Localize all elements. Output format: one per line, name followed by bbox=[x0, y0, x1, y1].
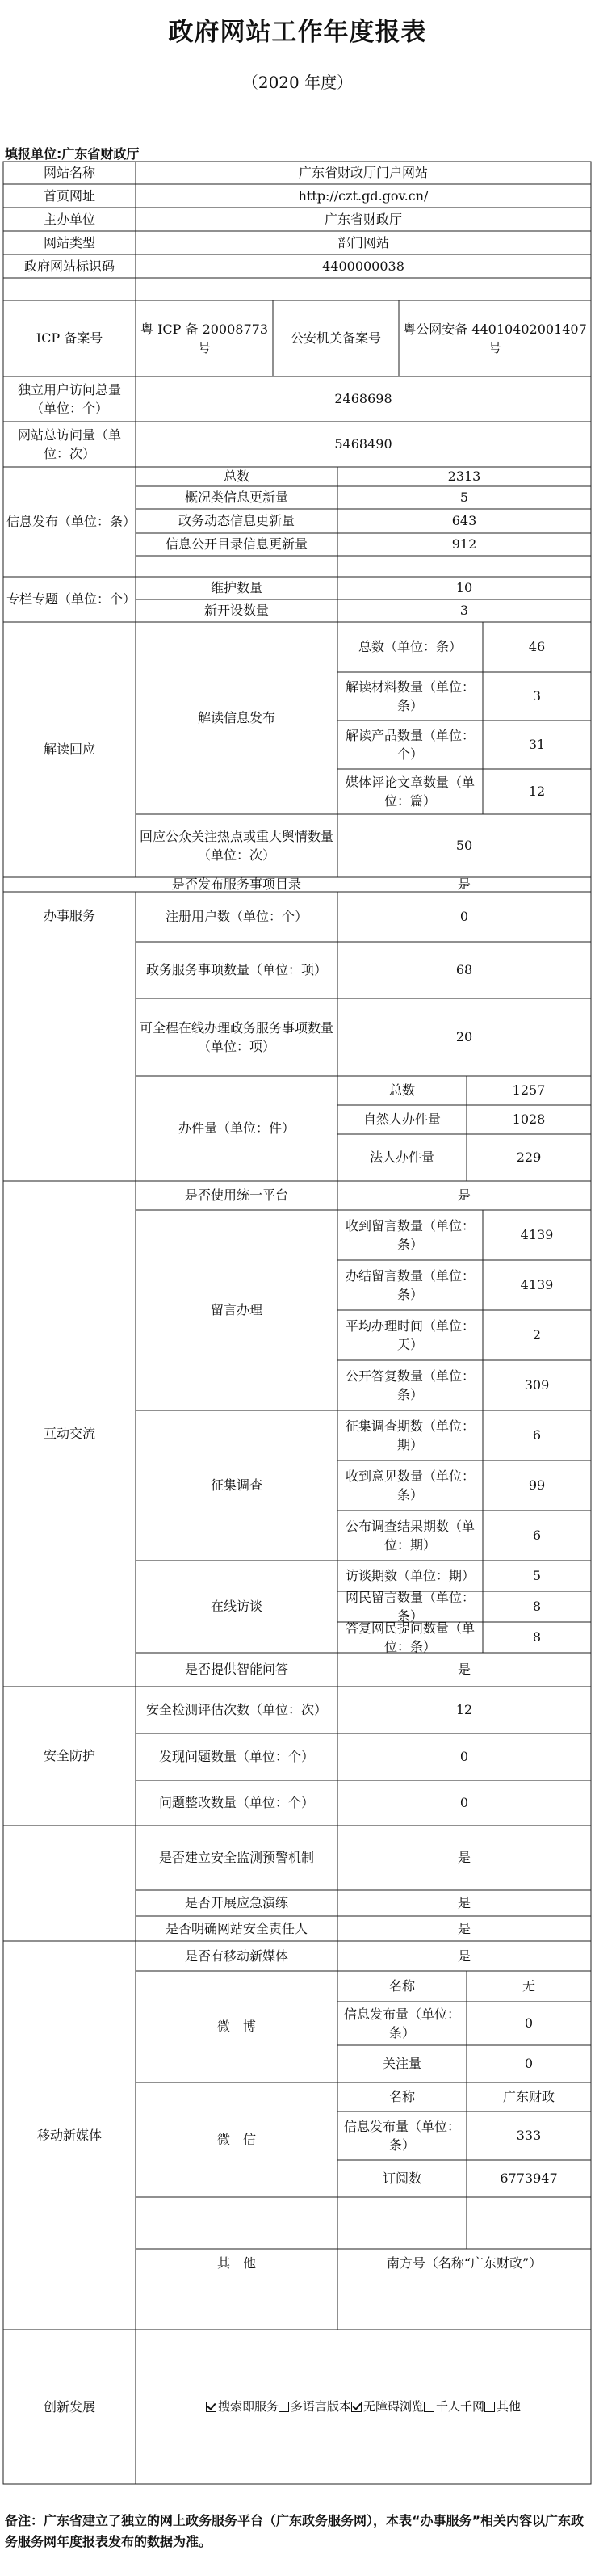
unified-label: 是否使用统一平台 bbox=[184, 1187, 288, 1204]
other-media-label: 其 他 bbox=[216, 2255, 256, 2271]
visits-value: 5468490 bbox=[334, 436, 392, 452]
visits-label: 网站总访问量（单位：次） bbox=[17, 427, 121, 461]
netmsg-value: 8 bbox=[532, 1599, 542, 1615]
media-value: 12 bbox=[528, 784, 546, 800]
wechat-pub-value: 333 bbox=[516, 2128, 542, 2144]
answer-value: 8 bbox=[532, 1629, 542, 1645]
info-total-label: 总数 bbox=[223, 469, 249, 485]
respond-label: 回应公众关注热点或重大舆情数量（单位：次） bbox=[139, 828, 333, 863]
option-personalized: 千人千网 bbox=[436, 2398, 485, 2414]
innovation-options bbox=[136, 2330, 591, 2484]
mobile-has-value: 是 bbox=[457, 1948, 471, 1964]
checkbox-checked-icon[interactable] bbox=[351, 2402, 362, 2412]
new-column-value: 3 bbox=[459, 603, 469, 619]
weibo-name-label: 名称 bbox=[388, 1978, 415, 1994]
interpret-label: 解读回应 bbox=[43, 742, 95, 758]
netmsg-label: 网民留言数量（单位：条） bbox=[345, 1589, 475, 1624]
option-other: 其他 bbox=[497, 2398, 522, 2414]
catalog-label: 信息公开目录信息更新量 bbox=[165, 536, 308, 553]
weibo-follow-label: 关注量 bbox=[382, 2056, 421, 2072]
result-label: 公布调查结果期数（单位：期） bbox=[345, 1518, 475, 1553]
visitors-label: 独立用户访问总量（单位：个） bbox=[17, 381, 121, 416]
info-publish-label: 信息发布（单位：条） bbox=[6, 514, 136, 530]
report-title: 政府网站工作年度报表 bbox=[168, 18, 427, 47]
dynamic-label: 政务动态信息更新量 bbox=[178, 513, 295, 529]
innovation-label: 创新发展 bbox=[43, 2398, 95, 2414]
opinion-label: 收到意见数量（单位：条） bbox=[345, 1468, 475, 1502]
done-label: 办结留言数量（单位：条） bbox=[345, 1267, 475, 1302]
org-label: 主办单位 bbox=[43, 211, 95, 227]
items-label: 政务服务事项数量（单位：项） bbox=[145, 962, 327, 978]
product-label: 解读产品数量（单位：个） bbox=[345, 727, 475, 762]
site-name-label: 网站名称 bbox=[43, 165, 95, 181]
material-value: 3 bbox=[532, 688, 542, 704]
fixed-label: 问题整改数量（单位：个） bbox=[158, 1795, 314, 1811]
product-value: 31 bbox=[528, 737, 546, 753]
icp-label: ICP 备案号 bbox=[36, 330, 103, 347]
mobile-has-label: 是否有移动新媒体 bbox=[184, 1948, 288, 1964]
natural-value: 1028 bbox=[512, 1112, 546, 1128]
found-label: 发现问题数量（单位：个） bbox=[158, 1749, 314, 1765]
weibo-pub-value: 0 bbox=[524, 2015, 534, 2032]
security-label: 安全防护 bbox=[43, 1748, 95, 1764]
weibo-follow-value: 0 bbox=[524, 2056, 534, 2072]
filler-unit: 填报单位:广东省财政厅 bbox=[5, 146, 140, 162]
option-search-service: 搜索即服务 bbox=[217, 2398, 279, 2414]
check-label: 安全检测评估次数（单位：次） bbox=[145, 1702, 327, 1718]
wechat-sub-value: 6773947 bbox=[500, 2170, 558, 2187]
legal-value: 229 bbox=[516, 1149, 542, 1166]
legal-label: 法人办件量 bbox=[369, 1149, 434, 1166]
smart-label: 是否提供智能问答 bbox=[184, 1662, 288, 1678]
avg-value: 2 bbox=[532, 1327, 542, 1343]
wechat-label: 微 信 bbox=[216, 2132, 256, 2148]
column-label: 专栏专题（单位：个） bbox=[6, 591, 136, 607]
service-publish-value: 是 bbox=[457, 876, 471, 893]
visitors-value: 2468698 bbox=[334, 391, 392, 407]
avg-label: 平均办理时间（单位：天） bbox=[345, 1317, 475, 1352]
cases-label: 办件量（单位：件） bbox=[178, 1120, 295, 1137]
dynamic-value: 643 bbox=[451, 513, 477, 529]
catalog-value: 912 bbox=[451, 536, 477, 553]
talk-n-value: 5 bbox=[532, 1568, 542, 1584]
reply-value: 309 bbox=[524, 1377, 550, 1393]
wechat-pub-label: 信息发布量（单位：条） bbox=[343, 2118, 460, 2153]
site-code-value: 4400000038 bbox=[322, 258, 404, 274]
reply-label: 公开答复数量（单位：条） bbox=[345, 1368, 475, 1402]
report-year: （2020 年度） bbox=[241, 73, 354, 92]
smart-value: 是 bbox=[457, 1662, 471, 1678]
service-publish-label: 是否发布服务事项目录 bbox=[171, 876, 301, 893]
survey-n-label: 征集调查期数（单位：期） bbox=[345, 1418, 475, 1452]
interpret-total-label: 总数（单位：条） bbox=[358, 639, 462, 655]
found-value: 0 bbox=[459, 1749, 469, 1765]
checkbox-checked-icon[interactable] bbox=[206, 2402, 216, 2412]
home-url-value[interactable]: http://czt.gd.gov.cn/ bbox=[298, 187, 429, 204]
police-label: 公安机关备案号 bbox=[290, 330, 381, 347]
police-value: 粤公网安备 44010402001407 号 bbox=[403, 321, 587, 355]
unified-value: 是 bbox=[457, 1187, 471, 1204]
wechat-name-label: 名称 bbox=[388, 2089, 415, 2105]
org-value: 广东省财政厅 bbox=[324, 211, 402, 227]
site-type-label: 网站类型 bbox=[43, 234, 95, 250]
monitor-value: 是 bbox=[457, 1850, 471, 1866]
overview-value: 5 bbox=[459, 490, 469, 506]
interpret-sub-label: 解读信息发布 bbox=[197, 710, 275, 726]
answer-label: 答复网民提问数量（单位：条） bbox=[345, 1620, 475, 1654]
weibo-pub-label: 信息发布量（单位：条） bbox=[343, 2006, 460, 2040]
survey-label: 征集调查 bbox=[210, 1477, 262, 1494]
site-code-label: 政府网站标识码 bbox=[23, 258, 115, 274]
drill-label: 是否开展应急演练 bbox=[184, 1895, 288, 1911]
drill-value: 是 bbox=[457, 1895, 471, 1911]
msg-label: 留言办理 bbox=[210, 1302, 262, 1318]
interpret-total-value: 46 bbox=[528, 639, 546, 655]
option-accessibility: 无障碍浏览 bbox=[362, 2398, 424, 2414]
owner-label: 是否明确网站安全责任人 bbox=[165, 1920, 308, 1936]
cases-total-label: 总数 bbox=[388, 1082, 415, 1099]
done-value: 4139 bbox=[520, 1277, 554, 1293]
fixed-value: 0 bbox=[459, 1795, 469, 1811]
recv-value: 4139 bbox=[520, 1227, 554, 1243]
maintain-label: 维护数量 bbox=[210, 580, 262, 596]
checkbox-icon[interactable] bbox=[279, 2402, 289, 2412]
wechat-sub-label: 订阅数 bbox=[382, 2170, 421, 2187]
service-label: 办事服务 bbox=[43, 908, 95, 924]
talk-label: 在线访谈 bbox=[210, 1599, 262, 1615]
online-label: 可全程在线办理政务服务事项数量（单位：项） bbox=[139, 1019, 333, 1054]
overview-label: 概况类信息更新量 bbox=[184, 490, 288, 506]
checkbox-icon[interactable] bbox=[484, 2402, 495, 2412]
monitor-label: 是否建立安全监测预警机制 bbox=[158, 1850, 314, 1866]
site-name-value: 广东省财政厅门户网站 bbox=[298, 165, 428, 181]
footnote: 备注：广东省建立了独立的网上政务服务平台（广东政务服务网），本表“办事服务”相关内容以广东政务服务网年度报表发布的数据为准。 bbox=[5, 2513, 585, 2549]
info-total-value: 2313 bbox=[447, 469, 481, 485]
online-value: 20 bbox=[455, 1029, 473, 1045]
interact-label: 互动交流 bbox=[43, 1426, 95, 1442]
users-value: 0 bbox=[459, 909, 469, 925]
result-value: 6 bbox=[532, 1528, 542, 1544]
cases-total-value: 1257 bbox=[512, 1082, 546, 1099]
maintain-value: 10 bbox=[455, 580, 473, 596]
home-url-label: 首页网址 bbox=[43, 187, 95, 204]
owner-value: 是 bbox=[457, 1920, 471, 1936]
material-label: 解读材料数量（单位：条） bbox=[345, 679, 475, 713]
check-value: 12 bbox=[455, 1702, 473, 1718]
checkbox-icon[interactable] bbox=[424, 2402, 434, 2412]
weibo-label: 微 博 bbox=[216, 2019, 256, 2035]
new-column-label: 新开设数量 bbox=[203, 603, 269, 619]
icp-value: 粤 ICP 备 20008773 号 bbox=[140, 321, 269, 355]
site-type-value: 部门网站 bbox=[337, 234, 389, 250]
natural-label: 自然人办件量 bbox=[362, 1112, 441, 1128]
option-multilingual: 多语言版本 bbox=[290, 2398, 351, 2414]
media-label: 媒体评论文章数量（单位：篇） bbox=[345, 774, 475, 809]
users-label: 注册用户数（单位：个） bbox=[165, 909, 308, 925]
other-media-value: 南方号（名称“广东财政”） bbox=[386, 2255, 543, 2271]
weibo-name-value: 无 bbox=[522, 1978, 535, 1994]
opinion-value: 99 bbox=[528, 1477, 546, 1494]
respond-value: 50 bbox=[455, 838, 473, 854]
items-value: 68 bbox=[455, 962, 473, 978]
recv-label: 收到留言数量（单位：条） bbox=[345, 1217, 475, 1252]
survey-n-value: 6 bbox=[532, 1427, 542, 1443]
talk-n-label: 访谈期数（单位：期） bbox=[345, 1568, 475, 1584]
wechat-name-value: 广东财政 bbox=[502, 2089, 555, 2105]
mobile-label: 移动新媒体 bbox=[36, 2127, 102, 2143]
